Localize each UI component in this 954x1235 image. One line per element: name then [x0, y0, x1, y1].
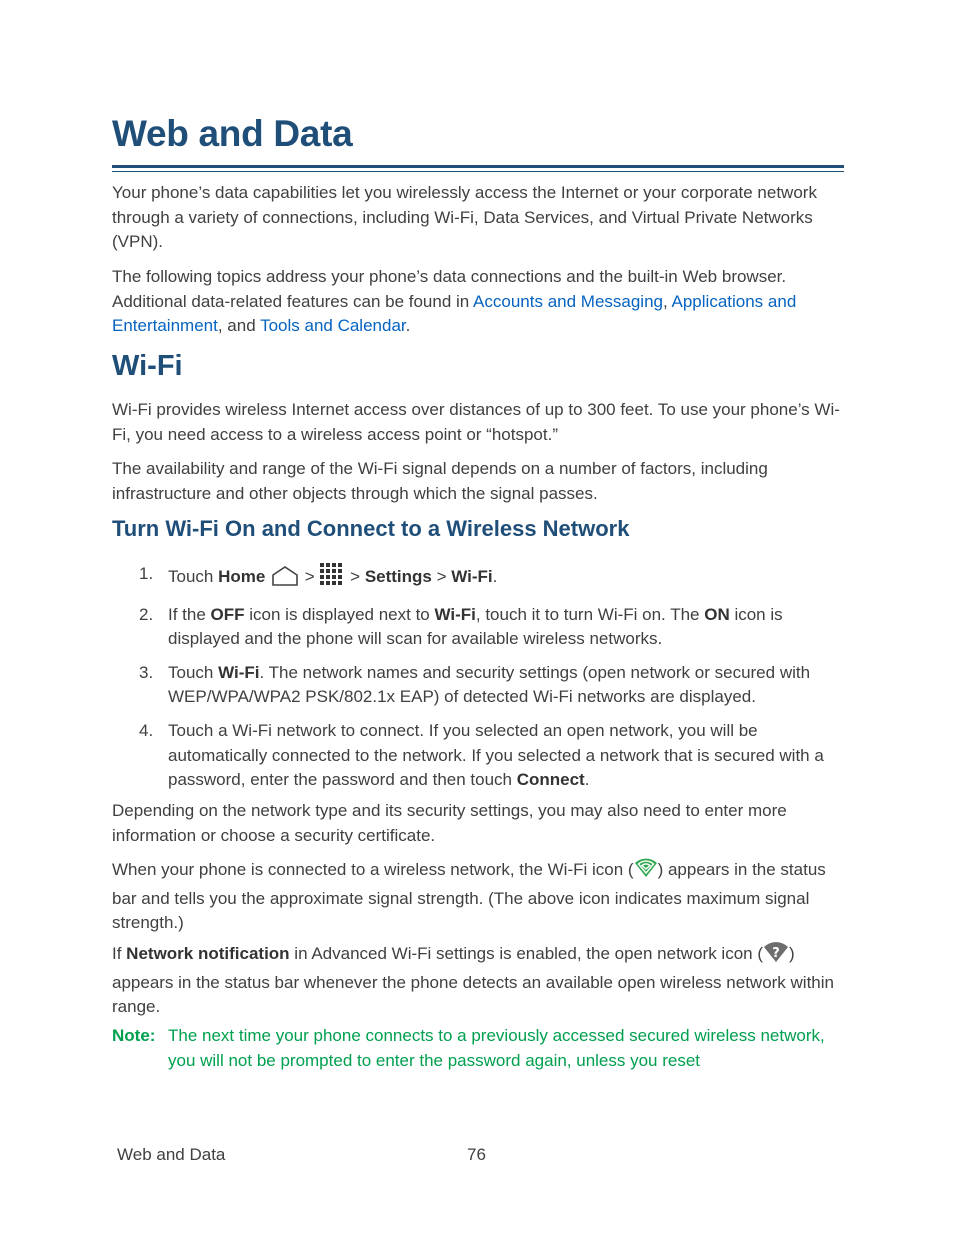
intro-paragraph-2 — [112, 265, 847, 339]
intro-paragraph-1: Your phone’s data capabilities let you wirelessly access the Internet or your corporate network through a variety of connections, including Wi-Fi, Data Services, and Virtual Private Networks (VPN). — [112, 183, 817, 252]
step-2 — [112, 603, 852, 652]
para-text: If — [112, 944, 127, 963]
title-rule — [112, 165, 844, 172]
step-number: 2. — [139, 604, 154, 624]
wifi-heading: Wi-Fi — [112, 350, 183, 382]
note-text: The next time your phone connects to a previously accessed secured wireless network, you will not be prompted to enter the password again, unless you reset — [168, 1026, 825, 1070]
step-text: Touch — [168, 662, 219, 682]
home-icon — [270, 566, 300, 594]
intro-end: . — [405, 316, 411, 336]
note-label: Note: — [112, 1026, 156, 1045]
open-network-icon — [763, 941, 789, 971]
steps-list — [112, 562, 852, 802]
para-text: ) appears in the status bar and tells you the approximate signal strength. (The above icon indicates maximum signal strength.) — [112, 860, 826, 933]
step-bold-home: Home — [218, 567, 266, 586]
link-applications-and-entertainment[interactable]: Applications and Entertainment — [112, 291, 797, 336]
footer-section-title: Web and Data — [117, 1145, 226, 1164]
step-number: 3. — [139, 662, 154, 682]
step-4 — [112, 719, 852, 793]
para-text: When your phone is connected to a wireless network, the Wi-Fi icon ( — [112, 860, 634, 879]
step-bold-wifi: Wi-Fi — [434, 604, 476, 624]
step-bold-on: ON — [704, 604, 730, 624]
footer-page-number: 76 — [467, 1145, 486, 1164]
apps-grid-icon — [319, 562, 345, 594]
step-number: 4. — [139, 720, 154, 740]
bold-network-notification: Network notification — [126, 944, 290, 963]
step-number: 1. — [139, 564, 154, 583]
step-text: Touch a Wi-Fi network to connect. If you selected an open network, you will be automatically connected to the network. If you selected a network that is secured with a password, enter the password and then touch — [168, 720, 824, 790]
page-title: Web and Data — [112, 113, 353, 154]
para-text: ) appears in the status bar whenever the phone detects an available open wireless network within range. — [112, 944, 834, 1017]
network-notification-paragraph — [112, 941, 847, 1020]
step-text: icon is displayed next to — [244, 604, 435, 624]
link-tools-and-calendar[interactable]: Tools and Calendar — [260, 316, 406, 336]
link-accounts-and-messaging[interactable]: Accounts and Messaging — [473, 291, 663, 311]
step-bold-wifi: Wi-Fi — [451, 567, 493, 586]
step-bold-off: OFF — [210, 604, 245, 624]
step-1 — [112, 562, 852, 594]
wifi-paragraph-1: Wi-Fi provides wireless Internet access over distances of up to 300 feet. To use your phone’s Wi-Fi, you need access to a wireless access point or “hotspot.” — [112, 400, 840, 444]
sep-2: , and — [217, 316, 261, 336]
sep-1: , — [663, 291, 672, 311]
wifi-paragraph-2: The availability and range of the Wi-Fi signal depends on a number of factors, including infrastructure and other objects through which the signal passes. — [112, 459, 768, 503]
step-text: , touch it to turn Wi-Fi on. The — [475, 604, 705, 624]
step-text: > — [300, 567, 320, 586]
step-text: . — [584, 770, 590, 790]
step-bold-wifi: Wi-Fi — [218, 662, 260, 682]
wifi-connected-icon — [634, 857, 658, 887]
step-text: . The network names and security settings (open network or secured with WEP/WPA/WPA2 PSK/802.1x EAP) of detected Wi-Fi networks are displayed. — [168, 662, 811, 707]
step-text: icon is displayed and the phone will scan for available wireless networks. — [168, 604, 783, 649]
wifi-icon-paragraph — [112, 857, 847, 936]
step-bold-settings: Settings — [364, 567, 432, 586]
step-text: > — [431, 567, 452, 586]
step-text: If the — [168, 604, 211, 624]
intro-p2-text: The following topics address your phone’s data connections and the built-in Web browser. Additional data-related features can be found in — [112, 267, 787, 311]
svg-text:?: ? — [772, 946, 780, 961]
step-text: . — [492, 567, 498, 586]
connect-heading: Turn Wi-Fi On and Connect to a Wireless Network — [112, 516, 630, 541]
step-bold-connect: Connect — [516, 770, 585, 790]
para-text: in Advanced Wi-Fi settings is enabled, the open network icon ( — [289, 944, 763, 963]
step-3 — [112, 661, 852, 710]
depending-paragraph: Depending on the network type and its security settings, you may also need to enter more information or choose a security certificate. — [112, 801, 787, 845]
step-text: Touch — [168, 567, 219, 586]
step-text: > — [345, 567, 365, 586]
note-block — [112, 1024, 852, 1073]
